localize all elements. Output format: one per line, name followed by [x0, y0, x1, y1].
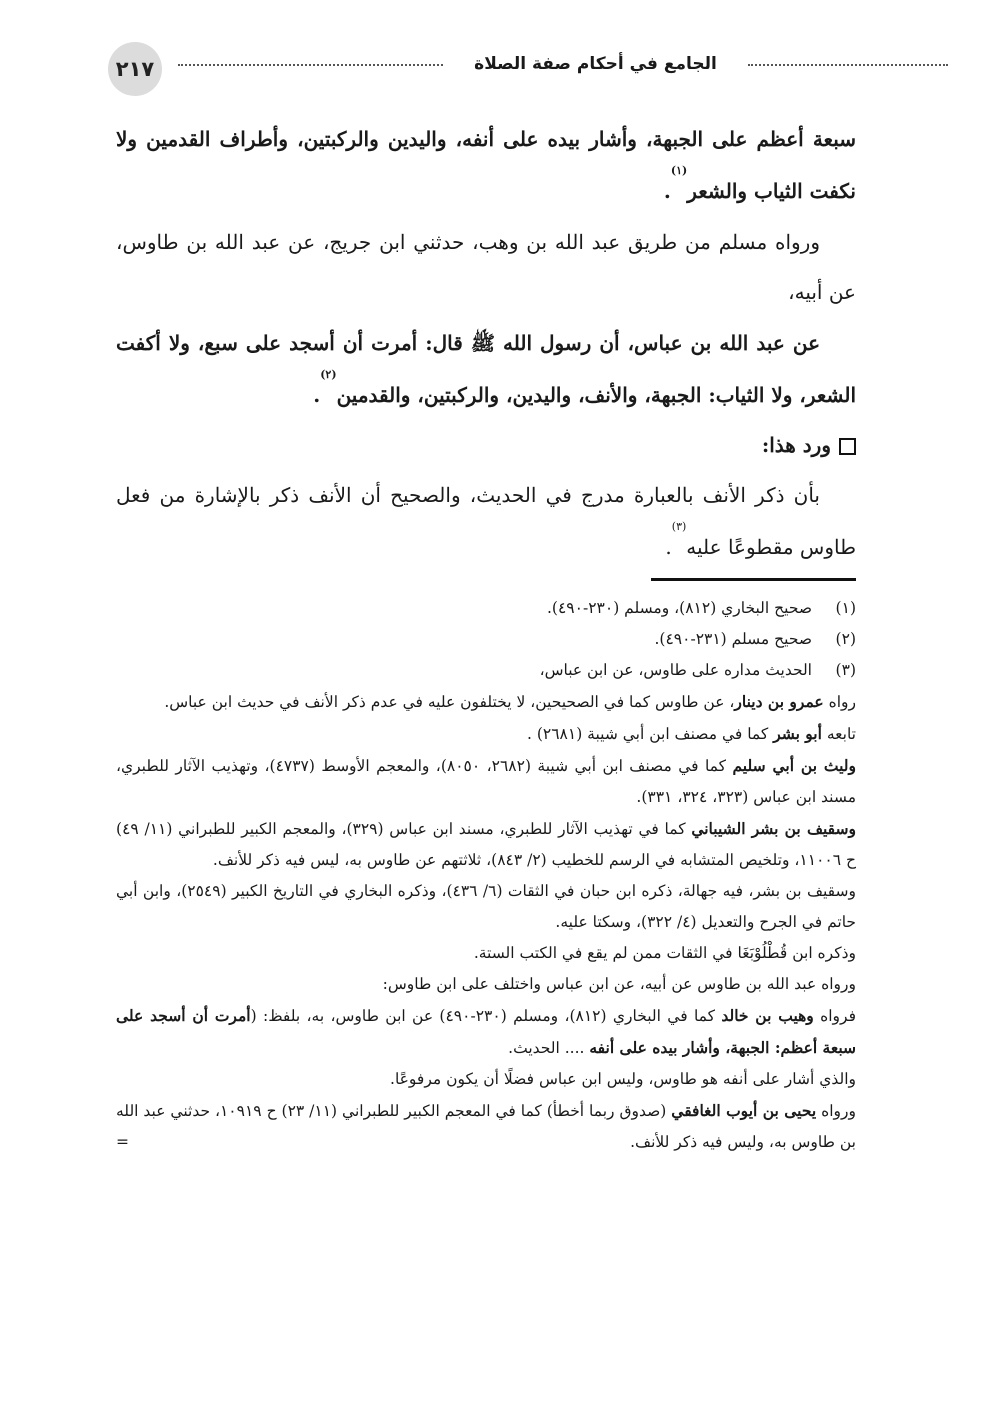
footnote-line	[116, 718, 856, 750]
footnote-1	[116, 593, 856, 624]
footnote-text: الحديث مداره على طاوس، عن ابن عباس،	[539, 661, 812, 679]
footnote-number: (٣)	[835, 661, 856, 679]
footnote-line: وذكره ابن قُطْلُوْبَغَا في الثقات ممن لم يقع في الكتب الستة.	[473, 944, 856, 962]
footnote-line: وسقيف بن بشر، فيه جهالة، ذكره ابن حبان في الثقات (٦/ ٤٣٦)، وذكره البخاري في التاريخ الكبير (٢٥٤٩)، وابن أبي حاتم في الجرح والتعديل (٤/ ٣٢٢)، وسكتا عليه.	[116, 882, 856, 931]
text-run: ، عن طاوس كما في الصحيحين، لا يختلفون عليه في عدم ذكر الأنف في حديث ابن عباس.	[164, 693, 735, 711]
text-run: (صدوق ربما أخطأ) كما في المعجم الكبير للطبراني (١١/ ٢٣) ح ١٠٩١٩، حدثني عبد الله بن طاوس به، وليس فيه ذكر للأنف.	[116, 1102, 856, 1151]
footnote-text: صحيح مسلم (٢٣١-٤٩٠).	[654, 630, 812, 648]
footnote-line	[116, 1095, 856, 1158]
text-run: ورواه	[816, 1102, 856, 1120]
section-heading	[116, 421, 856, 469]
footnote-line	[116, 750, 856, 813]
narrator-name: وهيب بن خالد	[721, 1006, 814, 1025]
footnote-ref-1: (١)	[670, 164, 688, 177]
footnote-line: ورواه عبد الله بن طاوس عن أبيه، عن ابن عباس واختلف على ابن طاوس:	[382, 975, 856, 993]
hadith-continuation: سبعة أعظم على الجبهة، وأشار بيده على أنفه، واليدين والركبتين، وأطراف القدمين ولا نكفت الثياب والشعر$^{(١)}$.	[116, 127, 856, 203]
footnote-ref-2: (٢)	[320, 368, 337, 381]
narrator-name: يحيى بن أيوب الغافقي	[671, 1101, 817, 1120]
text-line: سبعة أعظم على الجبهة، وأشار بيده على أنفه، واليدين والركبتين، وأطراف	[219, 127, 856, 151]
running-title: الجامع في أحكام صفة الصلاة	[474, 54, 717, 74]
text-line: القدمين ولا نكفت الثياب والشعر	[116, 127, 856, 203]
response-paragraph: بأن ذكر الأنف بالعبارة مدرج في الحديث، والصحيح أن الأنف ذكر بالإشارة من فعل طاوس مقطوعًا عليه$^{(٣)}$.	[116, 483, 856, 559]
footnote-line	[116, 813, 856, 876]
footnote-number: (٢)	[835, 630, 856, 648]
narrator-name: وليث بن أبي سليم	[732, 756, 857, 775]
narrator-name: أبو بشر	[773, 724, 822, 743]
checkbox-square-icon	[839, 438, 856, 455]
footnotes	[116, 593, 856, 1158]
footnote-line	[116, 686, 856, 718]
footnote-line	[116, 1000, 856, 1064]
quoted-text: أمرت أن أسجد على سبعة أعظم: الجبهة، وأشار بيده على أنفه	[116, 1006, 856, 1057]
footnote-number: (١)	[835, 599, 856, 617]
narrator-name: وسقيف بن بشر الشيباني	[691, 819, 856, 838]
header-dotted-leader-right	[748, 64, 948, 66]
main-text	[116, 113, 856, 573]
text-run: تابعه	[821, 725, 856, 743]
continuation-mark: =	[116, 1133, 129, 1151]
text-run: كما في مصنف ابن أبي شيبة (٢٦٨١) .	[526, 725, 774, 743]
footnote-2	[116, 624, 856, 655]
page-number-badge	[108, 42, 162, 96]
text-run: كما في مصنف ابن أبي شيبة (٢٦٨٢، ٨٠٥٠)، والمعجم الأوسط (٤٧٣٧)، وتهذيب الآثار للطبري، مسند ابن عباس (٣٢٣، ٣٢٤، ٣٣١).	[116, 757, 856, 806]
page-header	[108, 42, 854, 94]
text-run: فرواه	[813, 1007, 856, 1025]
text-run: رواه	[823, 693, 856, 711]
hadith-paragraph: عن عبد الله بن عباس، أن رسول الله ﷺ قال: أمرت أن أسجد على سبع، ولا أكفت الشعر، ولا الثياب: الجبهة، والأنف، واليدين، والركبتين، والقدمين$^{(٢)}$.	[116, 331, 856, 407]
footnote-3-body	[116, 686, 856, 1158]
footnote-ref-3: (٣)	[671, 520, 687, 533]
heading-text: ورد هذا:	[761, 433, 831, 457]
footnote-line: والذي أشار على أنفه هو طاوس، وليس ابن عباس فضلًا أن يكون مرفوعًا.	[390, 1070, 856, 1088]
response-text: بأن ذكر الأنف بالعبارة مدرج في الحديث، والصحيح أن الأنف ذكر بالإشارة من فعل طاوس مقطوعًا عليه	[116, 483, 856, 559]
isnad-paragraph: ورواه مسلم من طريق عبد الله بن وهب، حدثني ابن جريج، عن عبد الله بن طاوس، عن أبيه،	[116, 230, 856, 304]
text-run: كما في تهذيب الآثار للطبري، مسند ابن عباس (٣٢٩)، والمعجم الكبير للطبراني (١١/ ٤٩) ح ١١٠٠٦، وتلخيص المتشابه في الرسم للخطيب (٢/ ٨٤٣)، ثلاثتهم عن طاوس به، ليس فيه ذكر للأنف.	[116, 820, 856, 869]
narrator-name: عمرو بن دينار	[734, 692, 824, 711]
footnote-separator	[651, 578, 856, 581]
hadith-text: عن عبد الله بن عباس، أن رسول الله ﷺ قال: أمرت أن أسجد على سبع، ولا أكفت الشعر، ولا الثياب: الجبهة، والأنف، واليدين، والركبتين، والقدمين	[116, 331, 856, 407]
page-number: ٢١٧	[115, 57, 155, 81]
text-run: .... الحديث.	[508, 1039, 590, 1057]
header-dotted-leader-left	[178, 64, 443, 66]
footnote-text: صحيح البخاري (٨١٢)، ومسلم (٢٣٠-٤٩٠).	[546, 599, 812, 617]
text-run: كما في البخاري (٨١٢)، ومسلم (٢٣٠-٤٩٠) عن ابن طاوس، به، بلفظ: (	[250, 1007, 722, 1025]
footnote-3	[116, 655, 856, 686]
